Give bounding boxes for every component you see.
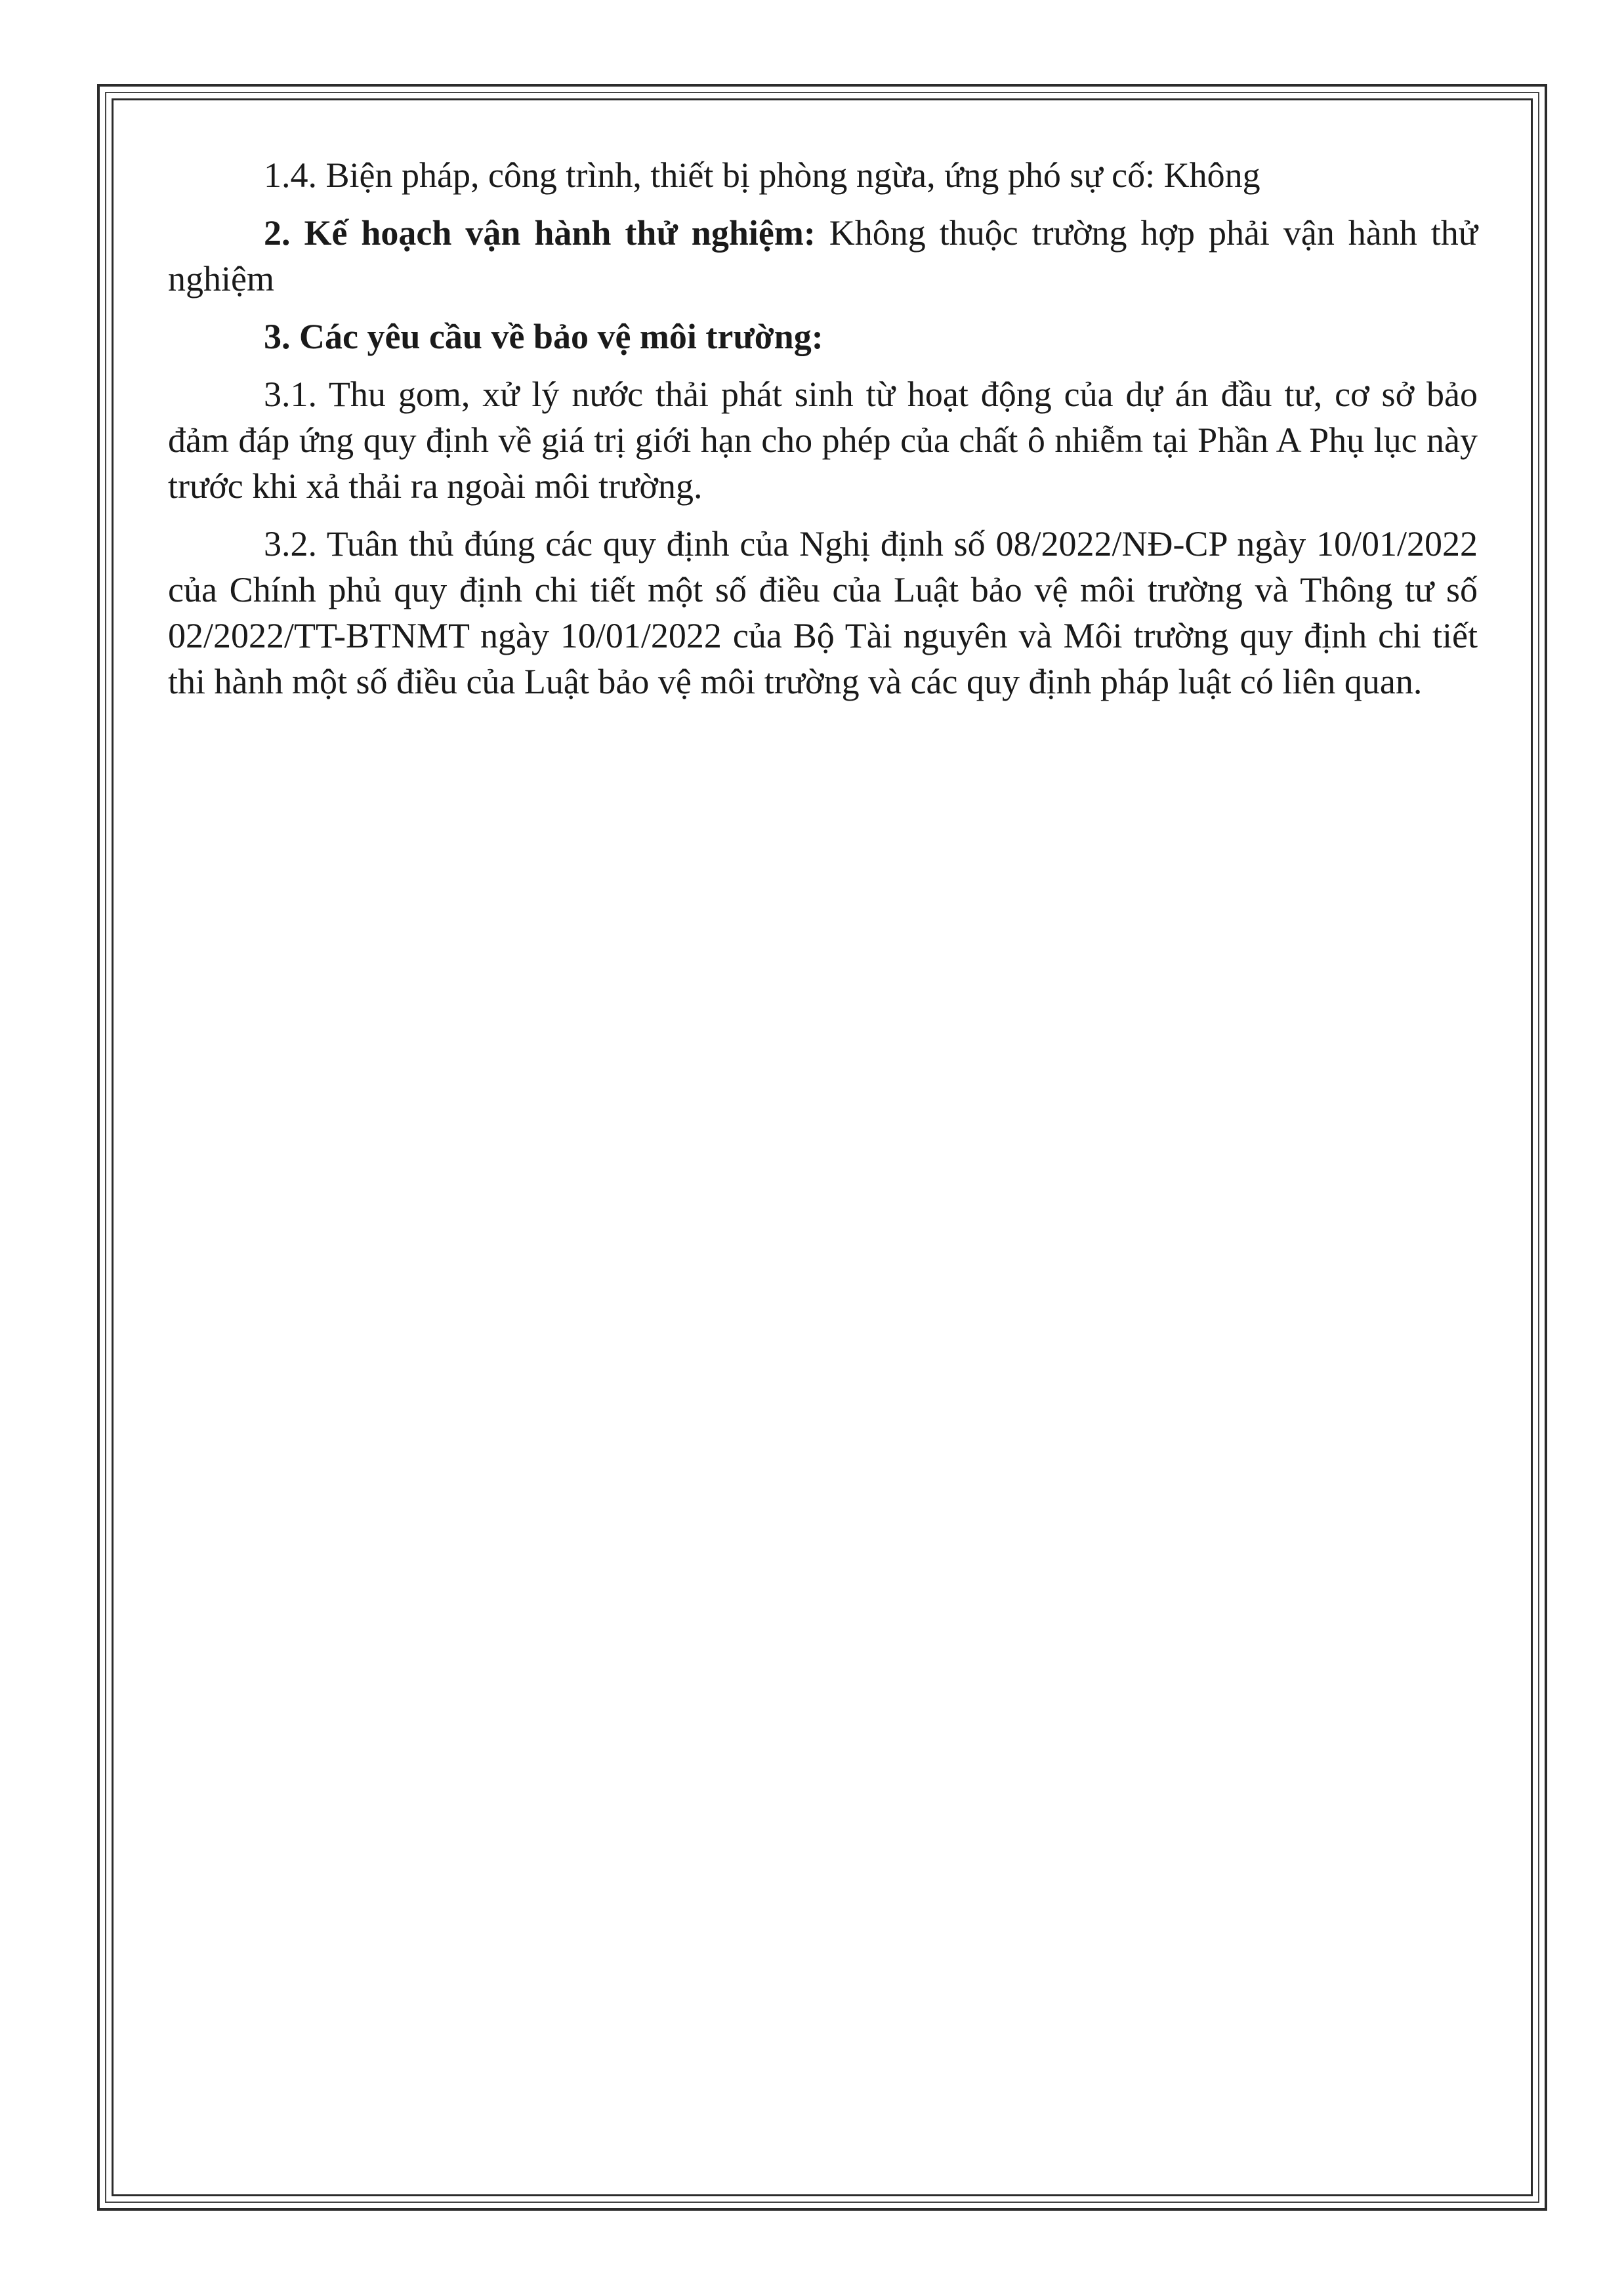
paragraph-1-4 bbox=[168, 152, 1478, 198]
paragraph-1-4-text: 1.4. Biện pháp, công trình, thiết bị phòng ngừa, ứng phó sự cố: Không bbox=[264, 155, 1260, 195]
paragraph-2-test-operation-plan bbox=[168, 210, 1478, 302]
paragraph-2-text: Không thuộc trường hợp phải vận hành thử nghiệm bbox=[168, 213, 1478, 298]
heading-3-environmental-requirements bbox=[168, 314, 1478, 359]
paragraph-3-2-text: 3.2. Tuân thủ đúng các quy định của Nghị định số 08/2022/NĐ-CP ngày 10/01/2022 của Chính phủ quy định chi tiết một số điều của Luật bảo vệ môi trường và Thông tư số 02/2022/TT-BTNMT ngày 10/01/2022 của Bộ Tài nguyên và Môi trường quy định chi tiết thi hành một số điều của Luật bảo vệ môi trường và các quy định pháp luật có liên quan. bbox=[168, 524, 1478, 701]
paragraph-3-2 bbox=[168, 521, 1478, 705]
document-body bbox=[168, 152, 1478, 705]
heading-2-title: 2. Kế hoạch vận hành thử nghiệm: bbox=[264, 213, 816, 253]
paragraph-3-1-text: 3.1. Thu gom, xử lý nước thải phát sinh từ hoạt động của dự án đầu tư, cơ sở bảo đảm đáp ứng quy định về giá trị giới hạn cho phép của chất ô nhiễm tại Phần A Phụ lục này trước khi xả thải ra ngoài môi trường. bbox=[168, 375, 1478, 506]
heading-3-title: 3. Các yêu cầu về bảo vệ môi trường: bbox=[264, 317, 823, 356]
paragraph-3-1 bbox=[168, 371, 1478, 509]
